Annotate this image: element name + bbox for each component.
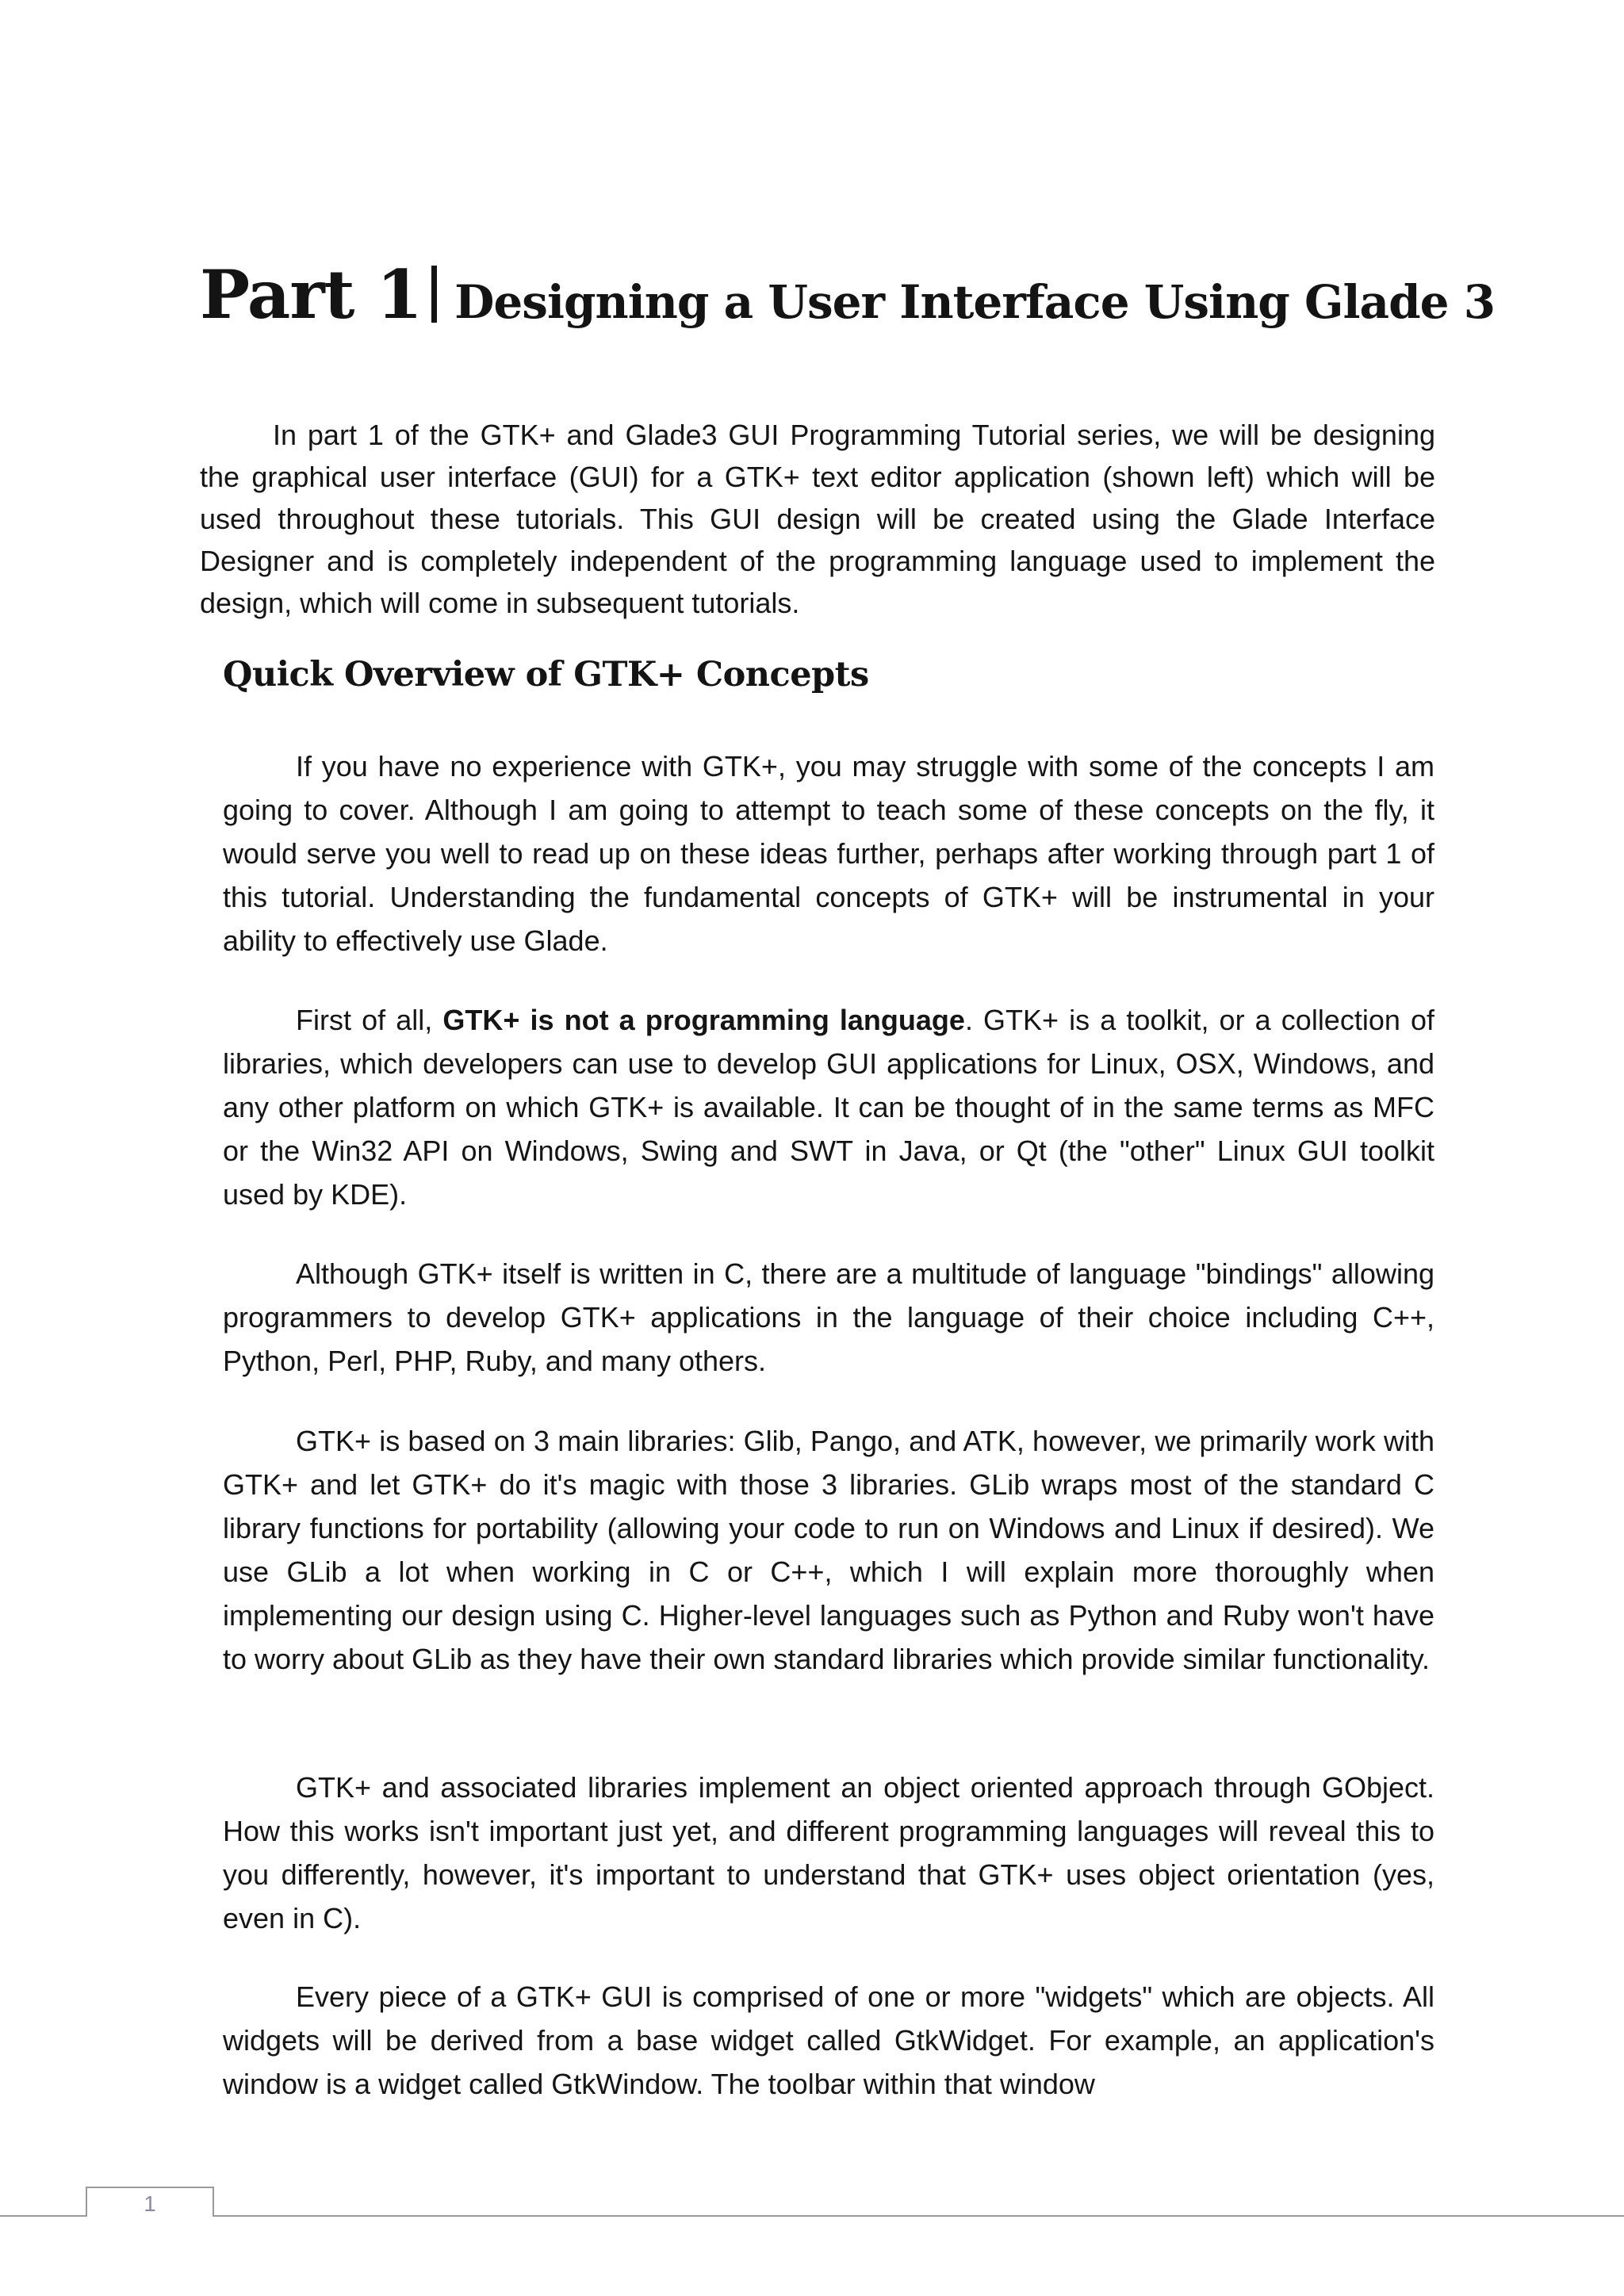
- page-number: 1: [144, 2191, 156, 2216]
- paragraph-gobject: GTK+ and associated libraries implement an object oriented approach through GObject. How this works isn't important just yet, and different programming languages will reveal this to you differently, however, it's important to understand that GTK+ uses object orientation (yes, even in C).: [223, 1771, 1434, 1934]
- page-title: [200, 255, 1496, 334]
- paragraph-widgets: Every piece of a GTK+ GUI is comprised of one or more "widgets" which are objects. All widgets will be derived from a base widget called GtkWidget. For example, an application's window is a widget called GtkWindow. The toolbar within that window: [223, 1980, 1434, 2100]
- emphasis-text: GTK+ is not a programming language: [442, 1004, 965, 1036]
- paragraph-bindings: Although GTK+ itself is written in C, there are a multitude of language "bindings" allowing programmers to develop GTK+ applications in the language of their choice including C++, Python, Perl, PHP, Ruby, and many others.: [223, 1257, 1434, 1377]
- title-separator-bar: [431, 266, 437, 323]
- section-heading: Quick Overview of GTK+ Concepts: [223, 655, 869, 695]
- footer-rule: [0, 2215, 86, 2217]
- intro-paragraph: In part 1 of the GTK+ and Glade3 GUI Programming Tutorial series, we will be designing the graphical user interface (GUI) for a GTK+ text editor application (shown left) which will be used throughout these tutorials. This GUI design will be created using the Glade Interface Designer and is completely independent of the programming language used to implement the design, which will come in subsequent tutorials.: [200, 419, 1435, 619]
- paragraph-libraries: GTK+ is based on 3 main libraries: Glib, Pango, and ATK, however, we primarily work with GTK+ and let GTK+ do it's magic with those 3 libraries. GLib wraps most of the standard C library functions for portability (allowing your code to run on Windows and Linux if desired). We use GLib a lot when working in C or C++, which I will explain more thoroughly when implementing our design using C. Higher-level languages such as Python and Ruby won't have to worry about GLib as they have their own standard libraries which provide similar functionality.: [223, 1425, 1434, 1675]
- footer-rule: [214, 2215, 1624, 2217]
- paragraph-not-a-language: [223, 998, 1434, 1216]
- title-text: Designing a User Interface Using Glade 3: [454, 275, 1496, 329]
- title-part-label: Part 1: [200, 255, 423, 334]
- paragraph-experience: If you have no experience with GTK+, you may struggle with some of the concepts I am going to cover. Although I am going to attempt to teach some of these concepts on the fly, it would serve you well to read up on these ideas further, perhaps after working through part 1 of this tutorial. Understanding the fundamental concepts of GTK+ will be instrumental in your ability to effectively use Glade.: [223, 750, 1434, 957]
- paragraph-text: First of all,: [296, 1004, 443, 1036]
- paragraph-text: . GTK+ is a toolkit, or a collection of libraries, which developers can use to develop GUI applications for Linux, OSX, Windows, and any other platform on which GTK+ is available. It can be thought of in the same terms as MFC or the Win32 API on Windows, Swing and SWT in Java, or Qt (the "other" Linux GUI toolkit used by KDE).: [223, 1004, 1435, 1211]
